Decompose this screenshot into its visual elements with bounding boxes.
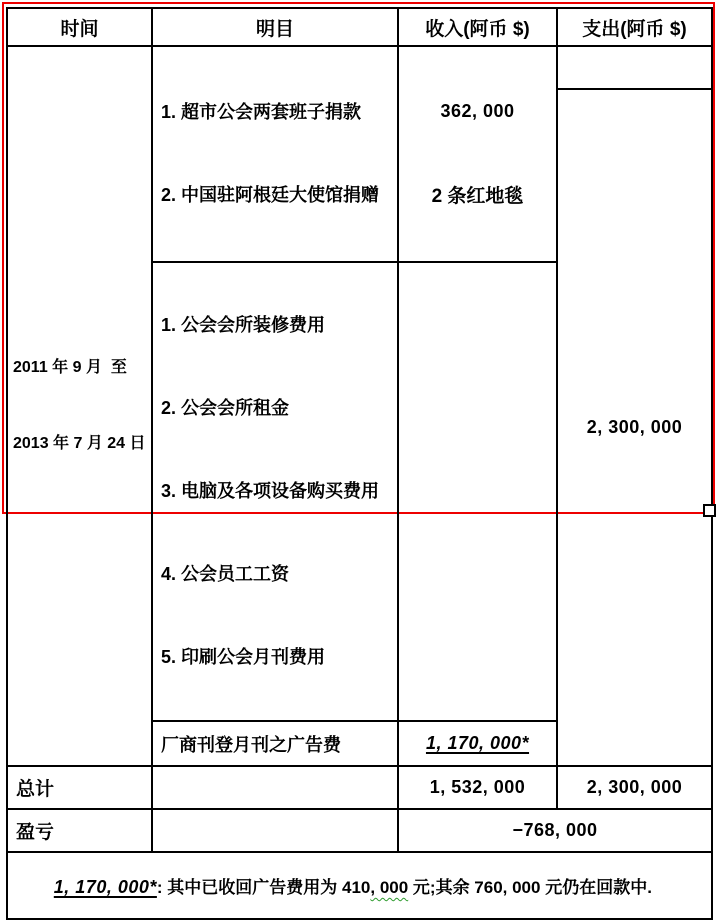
period-line-2: 2013 年 7 月 24 日 — [13, 435, 146, 452]
financial-table — [6, 7, 713, 920]
table-resize-handle[interactable] — [703, 504, 716, 517]
income-values-cell — [398, 46, 557, 262]
expense-item: 5. 印刷公会月刊费用 — [161, 647, 326, 667]
footnote-squiggle-text: , 000 — [370, 878, 409, 897]
footnote-text-before: 其中已收回广告费用为 410 — [167, 878, 371, 897]
expense-empty-cell — [557, 46, 712, 89]
footnote-colon: : — [156, 878, 168, 897]
footnote-row — [7, 852, 712, 919]
header-cell-expense: 支出(阿币 $) — [557, 8, 712, 46]
income-item: 1. 超市公会两套班子捐款 — [161, 102, 362, 122]
income-empty-cell — [398, 262, 557, 721]
table-row — [7, 46, 712, 89]
period-cell — [7, 46, 152, 766]
footnote-text-after: 元;其余 760, 000 元仍在回款中. — [408, 878, 652, 897]
footnote-ref: 1, 170, 000* — [53, 877, 157, 897]
expense-total-cell: 2, 300, 000 — [557, 89, 712, 766]
balance-empty-cell — [152, 809, 398, 852]
period-line-1: 2011 年 9 月 至 — [13, 359, 127, 376]
ad-income-cell: 1, 170, 000* — [398, 721, 557, 766]
expense-item: 4. 公会员工工资 — [161, 564, 290, 584]
expense-item: 1. 公会会所装修费用 — [161, 315, 326, 335]
expense-item: 3. 电脑及各项设备购买费用 — [161, 481, 380, 501]
header-row — [7, 8, 712, 46]
balance-label-cell: 盈亏 — [7, 809, 152, 852]
income-value: 2 条红地毯 — [431, 186, 524, 207]
header-cell-income: 收入(阿币 $) — [398, 8, 557, 46]
income-items-cell — [152, 46, 398, 262]
income-value: 362, 000 — [440, 101, 515, 121]
header-cell-item: 明目 — [152, 8, 398, 46]
total-income-cell: 1, 532, 000 — [398, 766, 557, 809]
ad-item-cell: 厂商刊登月刊之广告费 — [152, 721, 398, 766]
balance-value-cell: −768, 000 — [398, 809, 712, 852]
expense-item: 2. 公会会所租金 — [161, 398, 290, 418]
total-expense-cell: 2, 300, 000 — [557, 766, 712, 809]
balance-row — [7, 809, 712, 852]
header-cell-time: 时间 — [7, 8, 152, 46]
expense-items-cell — [152, 262, 398, 721]
footnote-cell — [7, 852, 712, 919]
total-empty-cell — [152, 766, 398, 809]
total-row — [7, 766, 712, 809]
income-item: 2. 中国驻阿根廷大使馆捐赠 — [161, 185, 380, 205]
total-label-cell: 总计 — [7, 766, 152, 809]
